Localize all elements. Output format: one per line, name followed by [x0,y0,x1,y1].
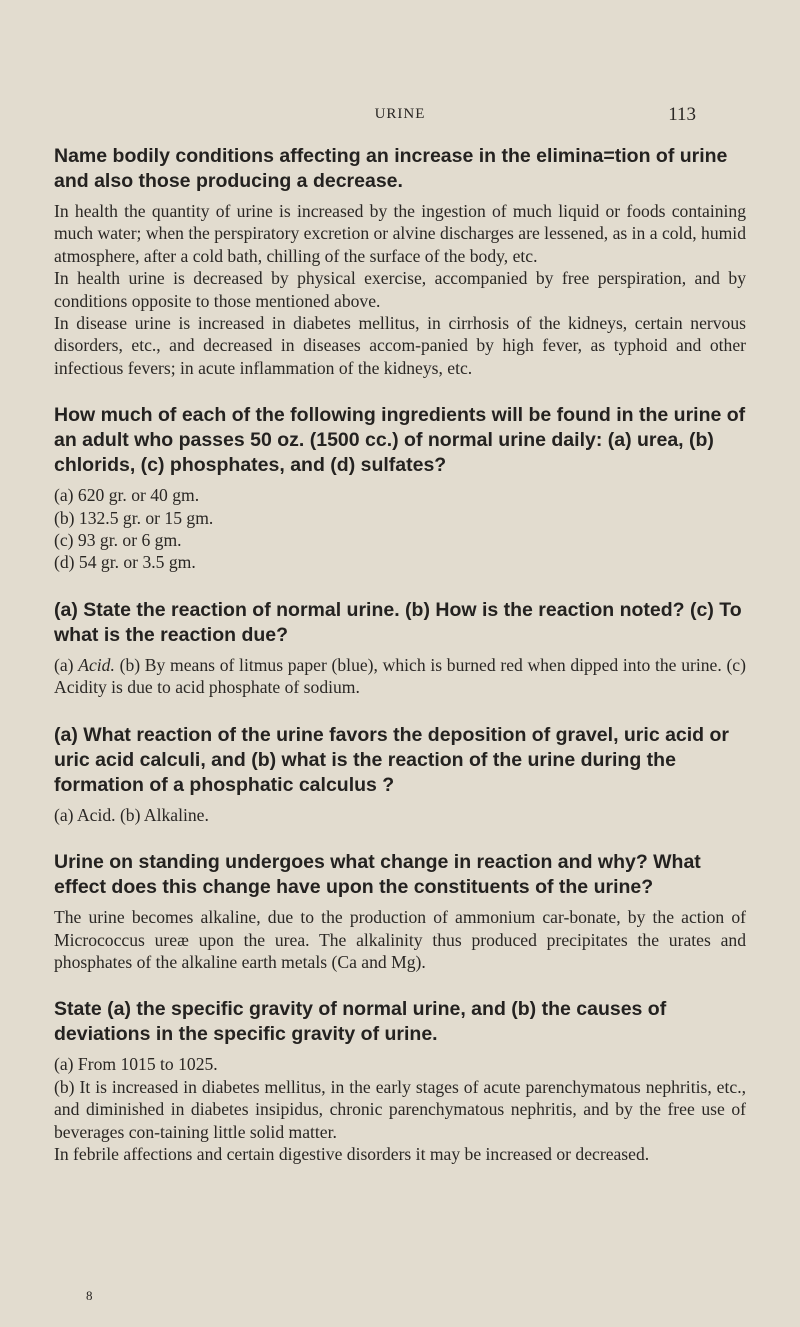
answer-line: (b) 132.5 gr. or 15 gm. [54,507,214,528]
qa-block-2 [54,403,746,574]
answer-lead: (a) [54,654,79,675]
printer-signature: 8 [86,1288,93,1303]
answer-paragraph: The urine becomes alkaline, due to the production of ammonium car-bonate, by the action of Micrococcus ureæ upon the urea. The alkalinity thus produced precipitates the urates and phosphates of the alkaline earth metals (Ca and Mg). [54,907,746,972]
page-number: 113 [668,104,696,125]
running-title: URINE [374,106,426,122]
answer-paragraph: In health the quantity of urine is increased by the ingestion of much liquid or foods containing much water; when the perspiratory excretion or alvine discharges are lessened, as in a cold, humid atmosphere, after a cold bath, chilling of the surface of the body, etc. [54,201,746,266]
answer-paragraph: In disease urine is increased in diabetes mellitus, in cirrhosis of the kidneys, certain nervous disorders, etc., and decreased in diseases accom-panied by high fever, as typhoid and other infectious fevers; in acute inflammation of the kidneys, etc. [54,313,746,378]
question-heading: Urine on standing undergoes what change in reaction and why? What effect does this change have upon the constituents of the urine? [54,851,701,899]
answer-line: (a) From 1015 to 1025. [54,1054,218,1075]
answer-paragraph [54,654,746,699]
qa-block-4 [54,723,746,826]
answer-line: (c) 93 gr. or 6 gm. [54,530,182,551]
running-head [0,104,800,128]
question-heading: (a) State the reaction of normal urine. (b) How is the reaction noted? (c) To what is the reaction due? [54,598,742,646]
qa-block-6 [54,997,746,1165]
question-heading: Name bodily conditions affecting an increase in the elimina=tion of urine and also those producing a decrease. [54,145,728,192]
answer-line: (a) Acid. (b) Alkaline. [54,804,209,825]
qa-block-1 [54,144,746,379]
answer-paragraph: (b) It is increased in diabetes mellitus, in the early stages of acute parenchymatous nephritis, etc., and diminished in diabetes insipidus, chronic parenchymatous nephritis, and by the free use of beverages con-taining little solid matter. [54,1076,746,1142]
answer-line: (d) 54 gr. or 3.5 gm. [54,552,196,573]
answer-paragraph: In febrile affections and certain digestive disorders it may be increased or decreased. [54,1143,650,1164]
question-heading: State (a) the specific gravity of normal urine, and (b) the causes of deviations in the specific gravity of urine. [54,998,667,1046]
answer-line: (a) 620 gr. or 40 gm. [54,485,200,506]
answer-rest: (b) By means of litmus paper (blue), which is burned red when dipped into the urine. (c) Acidity is due to acid phosphate of sodium. [54,654,746,698]
qa-block-5 [54,850,746,973]
answer-paragraph: In health urine is decreased by physical exercise, accompanied by free perspiration, and by conditions opposite to those mentioned above. [54,268,746,311]
qa-block-3 [54,598,746,699]
page-content [54,144,746,1189]
question-heading: How much of each of the following ingredients will be found in the urine of an adult who passes 50 oz. (1500 cc.) of normal urine daily: (a) urea, (b) chlorids, (c) phosphates, and (d) sulfates? [54,404,746,477]
question-heading: (a) What reaction of the urine favors the deposition of gravel, uric acid or uric acid calculi, and (b) what is the reaction of the urine during the formation of a phosphatic calculus ? [54,723,730,796]
answer-italic: Acid. [78,654,115,675]
